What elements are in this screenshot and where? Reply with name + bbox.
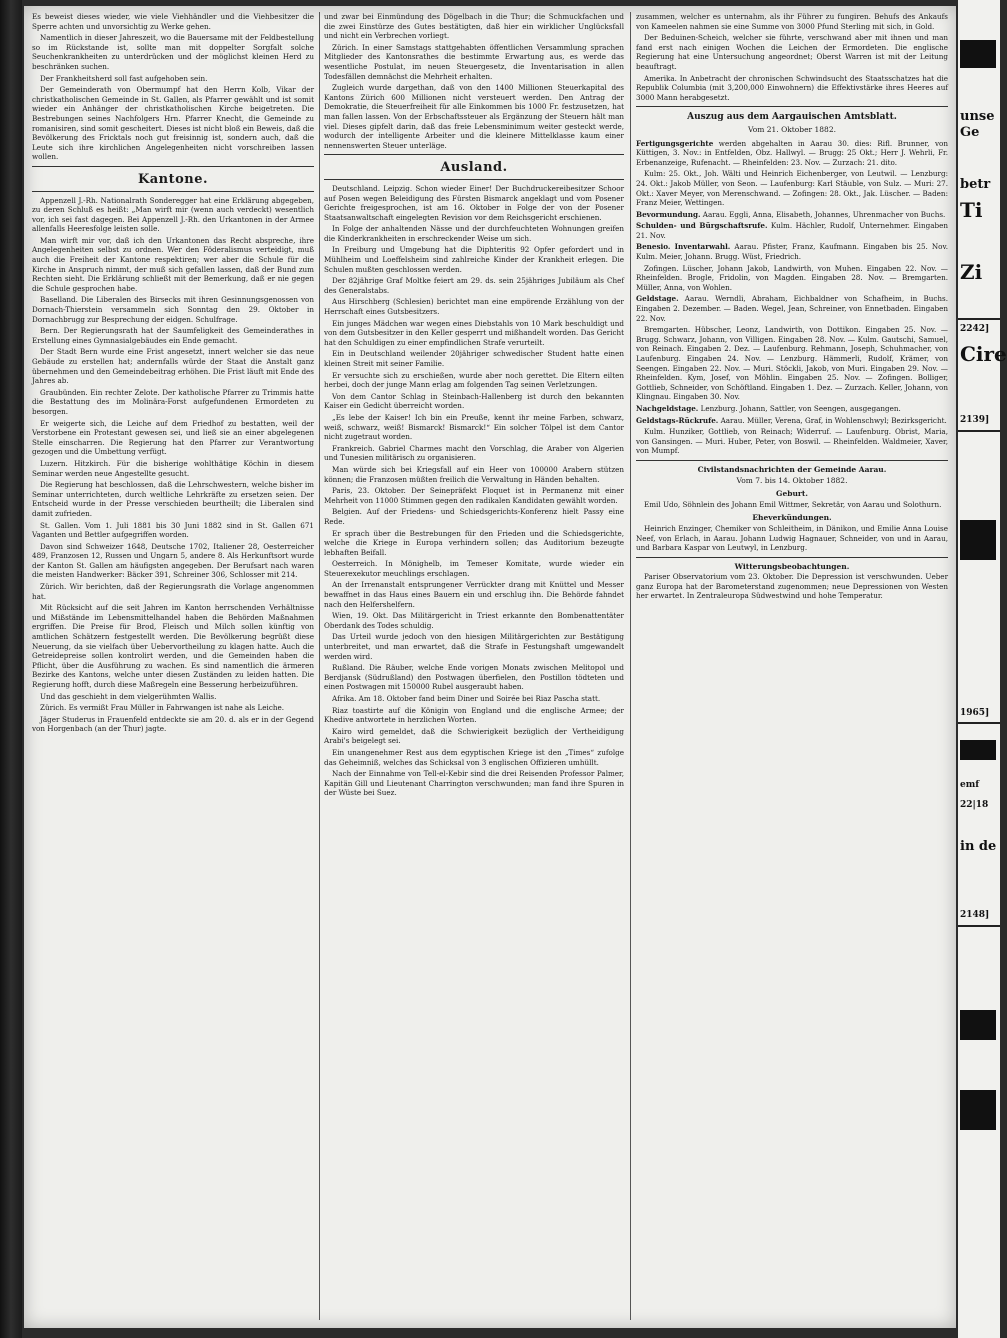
fragment-text: betr [960,177,991,192]
paragraph: und zwar bei Einmündung des Dögelbach in die Thur; die Schmuckfachen und die zwei Einstürze des Gutes bestätigten, daß hier ein wirklicher Unglücksfall und nicht ein Verbrechen vorliegt. [324,12,624,41]
notice [636,139,948,168]
paragraph: Wien, 19. Okt. Das Militärgericht in Triest erkannte den Bombenattentäter Oberdank des Todes schuldig. [324,611,624,630]
paragraph: Bern. Der Regierungsrath hat der Saumfeligkeit des Gemeinderathes in Erstellung eines Gymnasialgebäudes ein Ende gemacht. [32,326,314,345]
paragraph: Man würde sich bei Kriegsfall auf ein Heer von 100000 Arabern stützen können; die Franzosen müßten freilich die Verwaltung in Händen behalten. [324,464,624,484]
rule [958,925,1000,927]
paragraph: Zürich. In einer Samstags stattgehabten öffentlichen Versammlung sprachen Mitglieder des Kantonsrathes die bestimmte Erwartung aus, es werde das wesentliche Postulat, im neuen Steuergesetz, die Inventarisation in allen Todesfällen demnächst die Mehrheit erhalten. [324,42,624,81]
paragraph: Davon sind Schweizer 1648, Deutsche 1702, Italiener 28, Oesterreicher 489, Franzosen 12, Russen und Ungarn 5, andere 8. Als Herkunftsort wurde der Kanton St. Gallen am häufigsten angegeben. Der Berufsart nach waren die meisten Handwerker: Bäcker 391, Schreiner 306, Schlosser mit 214. [32,541,314,580]
column-right [636,12,948,1320]
notice-text: Aarau. Müller, Verena, Graf, in Wohlenschwyl; Bezirksgericht. [720,415,947,425]
paragraph: Oesterreich. In Mönighelb, im Temeser Komitate, wurde wieder ein Steuerexekutor meuchlings erschlagen. [324,559,624,578]
paragraph: Man wirft mir vor, daß ich den Urkantonen das Recht abspreche, ihre Angelegenheiten selbst zu ordnen. Wer den Föderalismus verteidigt, muß auch die Freiheit der Kantone respektiren; wer aber die Schule für die Kirche in Anspruch nimmt, der muß sich gefallen lassen, daß der Bund zum Rechten sieht. Die Erklärung schließt mit der Bemerkung, daß er nie gegen die Schule gesprochen habe. [32,235,314,293]
fragment-text: 1965] [960,708,990,718]
fragment-text: Ge [960,125,980,140]
section-heading: Civilstandsnachrichten der Gemeinde Aarau. [697,464,887,474]
paragraph: Pariser Observatorium vom 23. Oktober. Die Depression ist verschwunden. Ueber ganz Europa hat der Barometerstand zugenommen; neue Depressionen von Westen her erwartet. In Zentraleuropa Südwestwind und hohe Temperatur. [636,572,948,601]
paragraph: Zofingen. Lüscher, Johann Jakob, Landwirth, von Muhen. Eingaben 22. Nov. — Rheinfelden. Brogle, Fridolin, von Magden. Eingaben 28. Nov. — Bremgarten. Müller, Anna, von Wohlen. [636,263,948,292]
column-left [32,12,314,1320]
paragraph: Nach der Einnahme von Tell-el-Kebir sind die drei Reisenden Professor Palmer, Kapitän Gill und Lieutenant Charrington verschwunden; man fand ihre Spuren in der Wüste bei Suez. [324,769,624,798]
paragraph: In Folge der anhaltenden Nässe und der durchfeuchteten Wohnungen greifen die Kinderkrankheiten in erschreckender Weise um sich. [324,224,624,243]
paragraph: Die Regierung hat beschlossen, daß die Lehrschwestern, welche bisher im Seminar unterrichteten, durch weltliche Lehrkräfte zu ersetzen seien. Der Entscheid wurde in der Presse verschieden beurtheilt; die Liberalen sind damit zufrieden. [32,480,314,518]
notice-text: Aarau. Pfister, Franz, Kaufmann. Eingaben bis 25. Nov. Kulm. Meier, Johann. Brugg. Wüst, Friedrich. [636,242,948,262]
fragment-text: unse [960,109,995,124]
notice [636,416,948,426]
paragraph: Der Gemeinderath von Obermumpf hat den Herrn Kolb, Vikar der christkatholischen Gemeinde in St. Gallen, als Pfarrer gewählt und ist somit wieder ein Anhänger der christkatholischen Kirche beigetreten. Die Bestrebungen seines Nachfolgers Hrn. Pfarrer Knecht, die Gemeinde zu romanisiren, sind somit gescheitert. Dieses ist nicht bloß ein Beweis, daß die Bevölkerung des Fricktals noch gut freisinnig ist, sondern auch, daß die Leute sich ihre kirchlichen Angelegenheiten nicht vorschreiben lassen wollen. [32,85,314,162]
paragraph: Deutschland. Leipzig. Schon wieder Einer! Der Buchdruckereibesitzer Schoor auf Posen wegen Beleidigung des Fürsten Bismarck angeklagt und vom Posener Gerichte freigesprochen, ist am 16. Oktober in Folge der von der Posener Staatsanwaltschaft eingelegten Revision vor dem Reichsgericht erschienen. [324,183,624,222]
ink-block [960,1090,996,1130]
paragraph: Paris, 23. Oktober. Der Seinepräfekt Floquet ist in Permanenz mit einer Mehrheit von 11000 Stimmen gegen den radikalen Kandidaten gewählt worden. [324,486,624,505]
column-rule [630,12,631,1320]
paragraph: Ein junges Mädchen war wegen eines Diebstahls von 10 Mark beschuldigt und von dem Gutsbesitzer in den Keller gesperrt und mißhandelt worden. Das Gericht hat den Schuldigen zu einer empfindlichen Strafe verurteilt. [324,318,624,347]
notice-text: Aarau. Eggli, Anna, Elisabeth, Johannes, Uhrenmacher von Buchs. [702,209,946,219]
newspaper-page [24,6,956,1328]
fragment-text: 2139] [960,415,990,425]
paragraph: Baselland. Die Liberalen des Birsecks mit ihren Gesinnungsgenossen von Dornach-Thierstein versammeln sich Sonntag den 29. Oktober in Dornachbrugg zur Besprechung der eidgen. Schulfrage. [32,295,314,324]
divider [324,179,624,180]
paragraph: Er weigerte sich, die Leiche auf dem Friedhof zu bestatten, weil der Verstorbene ein Protestant gewesen sei, und ließ sie an einer abgelegenen Stelle einscharren. Die Regierung hat den Pfarrer zur Verantwortung gezogen und die Umbettung verfügt. [32,418,314,457]
ink-block [960,740,996,760]
divider [636,557,948,558]
paragraph: Das Urteil wurde jedoch von den hiesigen Militärgerichten zur Bestätigung unterbreitet, und man erwartet, daß die Strafe in Festungshaft umgewandelt werden wird. [324,632,624,661]
divider [324,154,624,155]
ink-block [960,520,996,560]
binding-edge [0,0,22,1338]
paragraph: Bremgarten. Hübscher, Leonz, Landwirth, von Dottikon. Eingaben 25. Nov. — Brugg. Schwarz, Johann, von Villigen. Eingaben 28. Nov. — Kulm. Gautschi, Samuel, von Reinach. Eingaben 2. Dez. — Laufenburg. Rehmann, Joseph, Schuhmacher, von Laufenburg. Eingaben 24. Nov. — Lenzburg. Hämmerli, Rudolf, Krämer, von Seengen. Eingaben 22. Nov. — Muri. Stöckli, Jakob, von Muri. Eingaben 29. Nov. — Rheinfelden. Kym, Josef, von Möhlin. Eingaben 25. Nov. — Zofingen. Bolliger, Gottlieb, Schneider, von Schöftland. Eingaben 1. Dez. — Zurzach. Keller, Johann, von Klingnau. Eingaben 30. Nov. [636,325,948,402]
notice-title: Geldstags-Rückrufe. [636,415,719,425]
paragraph: Er sprach über die Bestrebungen für den Frieden und die Schiedsgerichte, welche die Kriege in Europa verhindern sollen; das Auditorium bezeugte lebhaften Beifall. [324,528,624,557]
notice-title: Bevormundung. [636,209,701,219]
notice-title: Fertigungsgerichte [636,138,714,148]
subsection-heading: Geburt. [776,489,808,499]
paragraph: Frankreich. Gabriel Charmes macht den Vorschlag, die Araber von Algerien und Tunesien militärisch zu organisieren. [324,443,624,463]
paragraph: Ein in Deutschland weilender 20jähriger schwedischer Student hatte einen kleinen Streit mit seiner Familie. [324,349,624,368]
paragraph: Jäger Studerus in Frauenfeld entdeckte sie am 20. d. als er in der Gegend von Horgenbach (an der Thur) jagte. [32,714,314,734]
notice [636,242,948,261]
paragraph: Kulm: 25. Okt., Joh. Wälti und Heinrich Eichenberger, von Leutwil. — Lenzburg: 24. Okt.: Jakob Müller, von Seon. — Laufenburg: Karl Stäuble, von Sulz. — Muri: 27. Okt.: Xaver Meyer, von Merenschwand. — Zofingen: 28. Okt., Jak. Lüscher. — Baden: Franz Meier, Wettingen. [636,169,948,208]
paragraph: Von dem Cantor Schlag in Steinbach-Hallenberg ist durch den bekannten Kaiser ein Gedicht überreicht worden. [324,391,624,411]
paragraph: „Es lebe der Kaiser! Ich bin ein Preuße, kennt ihr meine Farben, schwarz, weiß, schwarz, weiß! Bismarck! Bismarck!“ Ein solcher Tölpel ist dem Cantor nicht zugetraut worden. [324,412,624,442]
paragraph: In Freiburg und Umgebung hat die Diphteritis 92 Opfer gefordert und in Mühlheim und Loeffelsheim sind zahlreiche Kinder der Krankheit erlegen. Die Schulen mußten geschlossen werden. [324,245,624,274]
section-heading: Witterungsbeobachtungen. [734,561,850,571]
notice-text: Lenzburg. Johann, Sattler, von Seengen, ausgegangen. [700,403,901,413]
paragraph: Der Frankheitsherd soll fast aufgehoben sein. [40,73,208,83]
paragraph: Und das geschieht in dem vielgerühmten Wallis. [40,691,217,701]
notice-text: werden abgehalten in Aarau 30. dies: Rifl. Brunner, von Küttigen, 3. Nov.: in Entfelden, Obz. Hallwyl. — Brugg: 25 Okt.; Herr J. Wehrli, Fr. Erbenanzeige, Rufenacht. — Rheinfelden: 23. Nov. — Zurzach: 21. dito. [636,138,948,167]
notice-text: Aarau. Werndli, Abraham, Eichbaldner von Schafheim, in Buchs. Eingaben 2. Dezember. — Baden. Wegel, Jean, Schreiner, von Ennetbaden. Eingaben 22. Nov. [636,294,948,323]
notice [636,221,948,240]
column-rule [319,12,320,1320]
fragment-text: in de [960,839,997,854]
fragment-text: Cire [960,342,1007,366]
adjacent-page-fragment [958,0,1007,1338]
paragraph: zusammen, welcher es unternahm, als ihr Führer zu fungiren. Behufs des Ankaufs von Kameelen nahmen sie eine Summe von 3000 Pfund Sterling mit sich, in Gold. [636,12,948,31]
divider [636,460,948,461]
subsection-heading: Eheverkündungen. [752,513,832,523]
ink-block [960,1010,996,1040]
notice [636,294,948,323]
fragment-text: Ti [960,198,983,222]
paragraph: Belgien. Auf der Friedens- und Schiedsgerichts-Konferenz hielt Passy eine Rede. [324,507,624,526]
paragraph: Riaz toastirte auf die Königin von England und die englische Armee; der Khedive antwortete in herzlichen Worten. [324,705,624,725]
column-middle [324,12,624,1320]
fragment-text: 2242] [960,324,990,334]
section-date: Vom 21. Oktober 1882. [748,124,836,134]
fragment-text: 22|18 [960,800,989,810]
paragraph: Zürich. Es vermißt Frau Müller in Fahrwangen ist nahe als Leiche. [40,703,285,713]
divider [32,191,314,192]
paragraph: Kulm. Hunziker, Gottlieb, von Reinach; Widerruf. — Laufenburg. Obrist, Maria, von Gansingen. — Muri. Huber, Peter, von Boswil. — Rheinfelden. Waldmeier, Xaver, von Mumpf. [636,427,948,456]
notice [636,210,948,220]
section-date: Vom 7. bis 14. Oktober 1882. [736,475,848,485]
rule [958,430,1000,432]
paragraph: Luzern. Hitzkirch. Für die bisherige wohlthätige Köchin in diesem Seminar werden neue Angestellte gesucht. [32,458,314,478]
paragraph: Zürich. Wir berichten, daß der Regierungsrath die Vorlage angenommen hat. [32,582,314,601]
section-heading: Auszug aus dem Aargauischen Amtsblatt. [687,112,897,123]
paragraph: Graubünden. Ein rechter Zelote. Der katholische Pfarrer zu Trimmis hatte die Bestattung des im Molinära-Forst aufgefundenen Ermordeten zu besorgen. [32,387,314,416]
section-heading: Ausland. [440,160,508,176]
paragraph: Mit Rücksicht auf die seit Jahren im Kanton herrschenden Verhältnisse und Mißstände im Lebensmittelhandel haben die Behörden Maßnahmen ergriffen. Die Preise für Brod, Fleisch und Milch sollen künftig von amtlichen Schätzern festgestellt werden. Die Bevölkerung begrüßt diese Neuerung, da sie vielfach über Uebervortheilung zu klagen hatte. Auch die Getreidepreise sollen kontrolirt werden, und die Gemeinden haben die Pflicht, über die Ausführung zu wachen. Es sind namentlich die ärmeren Bezirke des Kantons, welche unter diesen Zuständen zu leiden hatten. Die Regierung hofft, durch diese Maßregeln eine Besserung herbeizuführen. [32,603,314,689]
paragraph: An der Irrenanstalt entsprungener Verrückter drang mit Knüttel und Messer bewaffnet in das Haus eines Bauern ein und erschlug ihn. Die Behörde fahndet nach den Helfershelfern. [324,580,624,609]
paragraph: St. Gallen. Vom 1. Juli 1881 bis 30 Juni 1882 sind in St. Gallen 671 Vaganten und Bettler aufgegriffen worden. [32,520,314,540]
fragment-text: 2148] [960,910,990,920]
paragraph: Der 82jährige Graf Moltke feiert am 29. ds. sein 25jähriges Jubiläum als Chef des Generalstabs. [324,276,624,295]
divider [32,166,314,167]
notice-title: Benesio. Inventarwahl. [636,242,731,252]
section-heading: Kantone. [137,171,209,187]
rule [958,722,1000,724]
paragraph: Amerika. In Anbetracht der chronischen Schwindsucht des Staatsschatzes hat die Republik Columbia (mit 3,200,000 Einwohnern) die Effektivstärke ihres Heeres auf 3000 Mann herabgesetzt. [636,73,948,102]
paragraph: Afrika. Am 18. Oktober fand beim Diner und Soirée bei Riaz Pascha statt. [332,694,601,703]
notice-title: Geldstage. [636,294,679,304]
paragraph: Rußland. Die Räuber, welche Ende vorigen Monats zwischen Melitopol und Berdjansk (Südrußland) den Postwagen überfielen, den Postillon tödteten und einen Postwagen mit 150000 Rubel ausgeraubt haben. [324,663,624,692]
paragraph: Ein unangenehmer Rest aus dem egyptischen Kriege ist den „Times“ zufolge das Geheimniß, welches das Schicksal von 3 englischen Offizieren umhüllt. [324,747,624,767]
paragraph: Kairo wird gemeldet, daß die Schwierigkeit bezüglich der Vertheidigung Arabi's beigelegt sei. [324,726,624,746]
paragraph: Aus Hirschberg (Schlesien) berichtet man eine empörende Erzählung von der Herrschaft eines Gutsbesitzers. [324,297,624,317]
paragraph: Zugleich wurde dargethan, daß von den 1400 Millionen Steuerkapital des Kantons Zürich 600 Millionen nicht versteuert werden. Den Antrag der Demokratie, die Steuerfreiheit für alle Einkommen bis 1000 Fr. festzusetzen, hat man fallen lassen. Von der Erbschaftssteuer als Ergänzung der Steuern hält man viel. Dieses gipfelt darin, daß das freie Lebensminimum weiter gesteckt werde, wodurch der intelligente Arbeiter und die kleinere Mittelklasse kaum einer nennenswerten Steuer unterläge. [324,83,624,150]
notice-text: Kulm. Hächler, Rudolf, Unternehmer. Eingaben 21. Nov. [636,221,948,240]
ink-block [960,40,996,68]
paragraph: Der Stadt Bern wurde eine Frist angesetzt, innert welcher sie das neue Gebäude zu erstellen hat; andernfalls würde der Staat die Anstalt ganz übernehmen und den Gemeindebeitrag erhöhen. Die Frist läuft mit Ende des Jahres ab. [32,347,314,386]
paragraph: Appenzell J.-Rh. Nationalrath Sonderegger hat eine Erklärung abgegeben, zu deren Schluß es heißt: „Man wirft mir (wenn auch verdeckt) wesentlich vor, ich sei fast dagegen. Bei Appenzell J.-Rh. den Urkantonen in der Armee allenfalls Heeresfolge leisten solle. [32,195,314,234]
paragraph: Heinrich Enzinger, Chemiker von Schleitheim, in Dänikon, und Emilie Anna Louise Neef, von Erlach, in Aarau. Johann Ludwig Hagnauer, Schneider, von und in Aarau, und Barbara Kaspar von Leutwyl, in Lenzburg. [636,523,948,553]
fragment-text: Zi [960,260,983,284]
notice-title: Nachgeldstage. [636,403,699,413]
rule [958,318,1000,320]
paragraph: Namentlich in dieser Jahreszeit, wo die Bauersame mit der Feldbestellung so im Rückstande ist, sollte man mit doppelter Sorgfalt solche Seuchenkrankheiten zu unterdrücken und der möglichst kleinen Herd zu beschränken suchen. [32,33,314,71]
paragraph: Der Beduinen-Scheich, welcher sie führte, verschwand aber mit ihnen und man fand erst nach einigen Wochen die Leichen der Ermordeten. Die englische Regierung hat eine Untersuchung angeordnet; Oberst Warren ist mit der Leitung beauftragt. [636,33,948,71]
paragraph: Es beweist dieses wieder, wie viele Viehhändler und die Viehbesitzer die Sperre achten und unvorsichtig zu Werke gehen. [32,12,314,31]
notice [636,404,948,414]
paragraph: Er versuchte sich zu erschießen, wurde aber noch gerettet. Die Eltern eilten herbei, doch der junge Mann erlag am folgenden Tag seinen Verletzungen. [324,370,624,390]
paragraph: Emil Udo, Söhnlein des Johann Emil Wittmer, Sekretär, von Aarau und Solothurn. [644,499,942,509]
divider [636,106,948,107]
fragment-text: emf [960,780,980,790]
notice-title: Schulden- und Bürgschaftsrufe. [636,221,768,231]
